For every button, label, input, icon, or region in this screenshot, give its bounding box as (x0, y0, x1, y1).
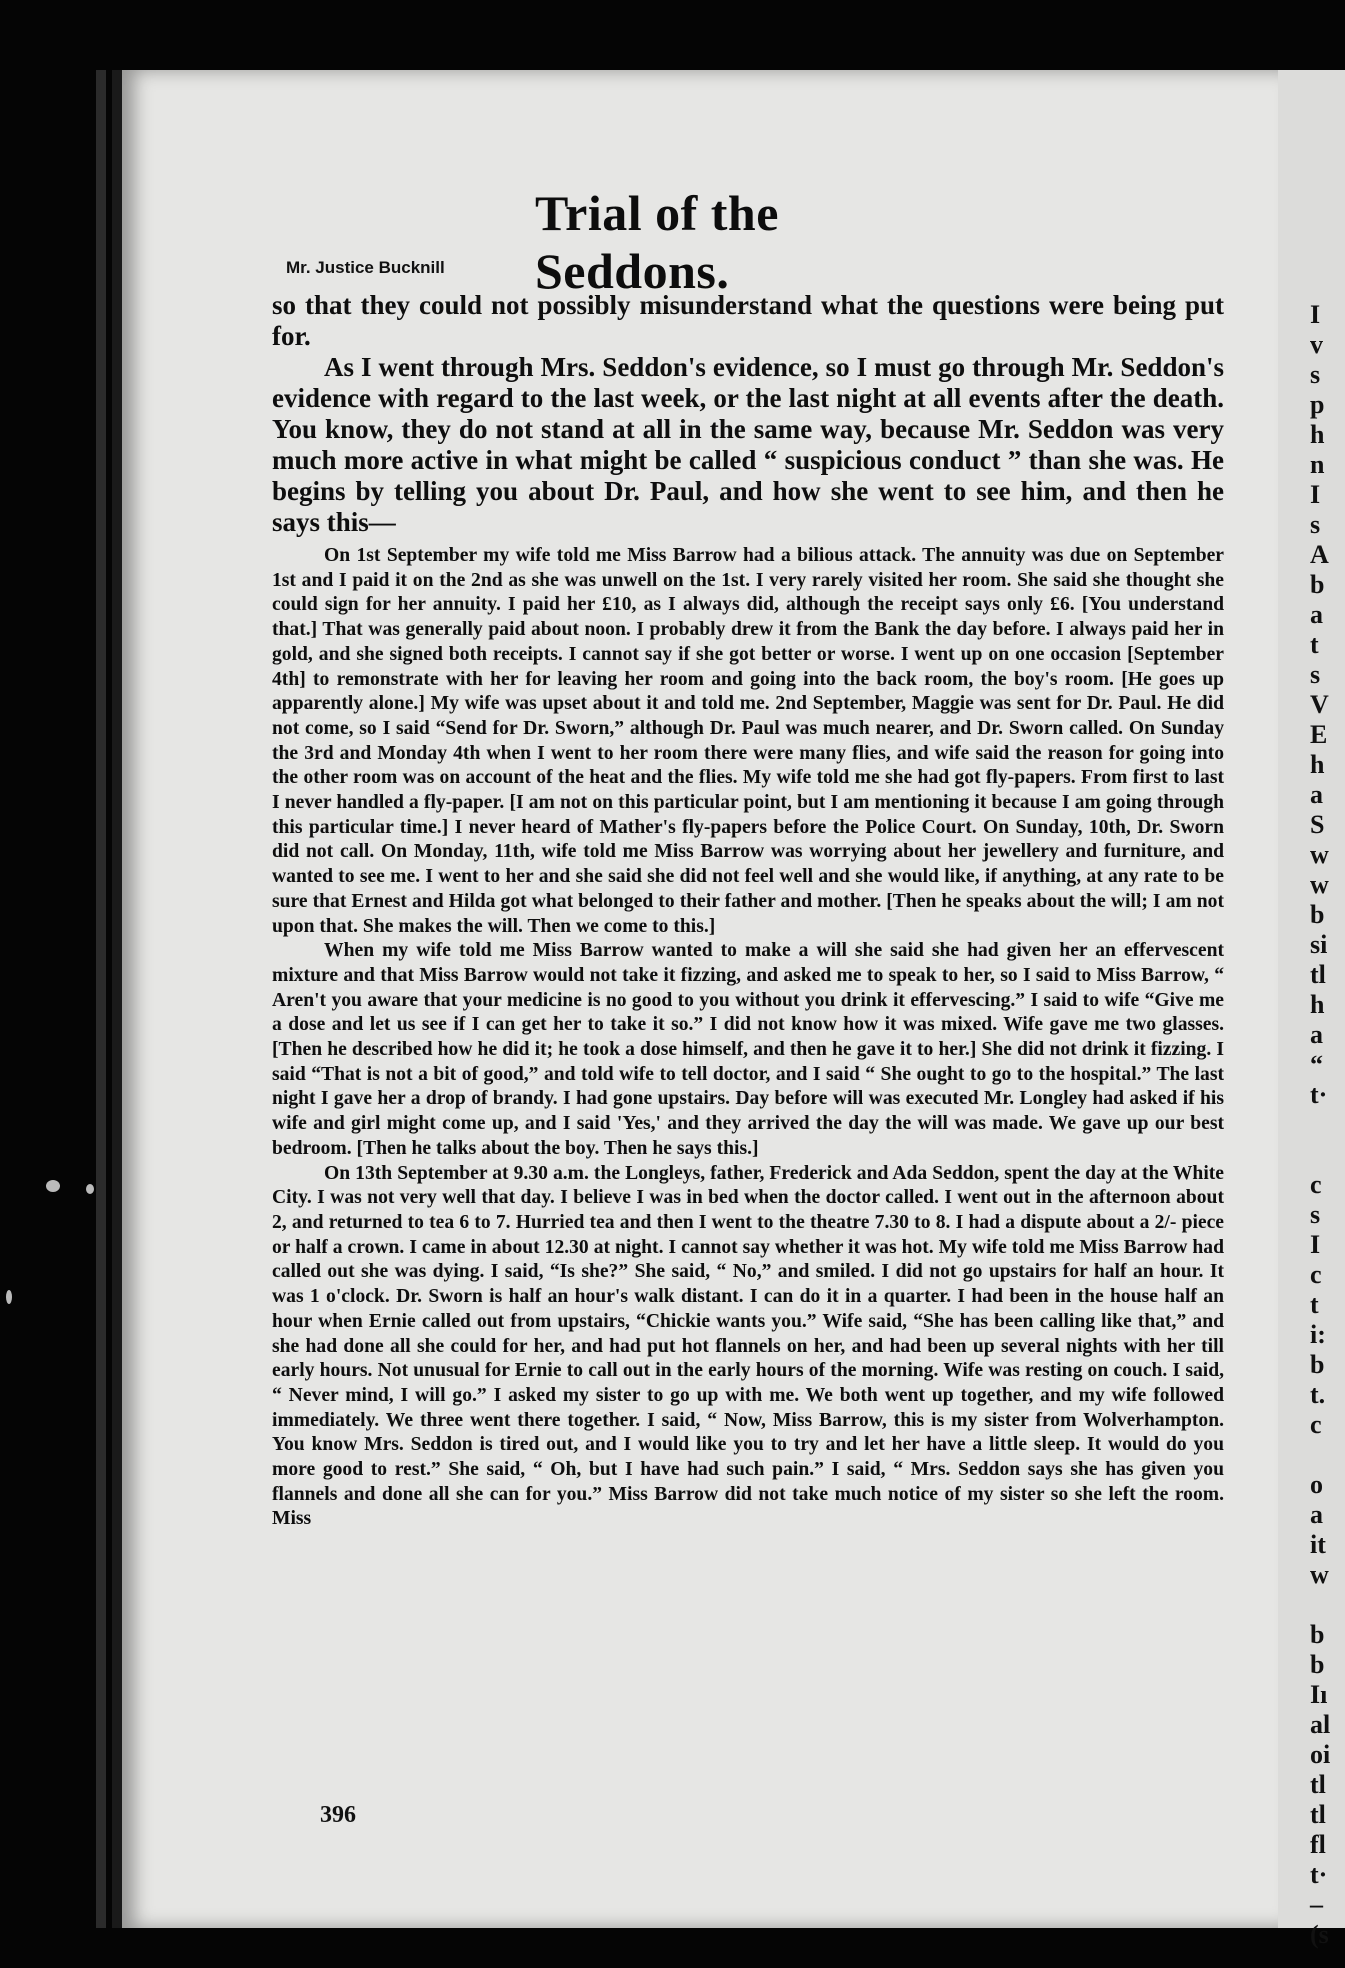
page-number: 396 (320, 1802, 356, 1828)
quoted-evidence (272, 544, 1224, 1532)
intro-paragraph: As I went through Mrs. Seddon's evidence, so I must go through Mr. Seddon's evidence with regard to the last week, or the last night at all events after the death. You know, they do not stand at all in the same way, because Mr. Seddon was very much more active in what might be called “ suspicious conduct ” than she was. He begins by telling you about Dr. Paul, and how she went to see him, and then he says this— (272, 352, 1224, 537)
quote-paragraph: On 1st September my wife told me Miss Barrow had a bilious attack. The annuity was due on September 1st and I paid it on the 2nd as she was unwell on the 1st. I very rarely visited her room. She said she thought she could sign for her annuity. I paid her £10, as I always did, although the receipt says only £6. [You understand that.] That was generally paid about noon. I probably drew it from the Bank the day before. I always paid her in gold, and she signed both receipts. I cannot say if she got better or worse. I went up on one occasion [September 4th] to remonstrate with her for leaving her room and going into the back room, the boy's room. [He goes up apparently alone.] My wife was upset about it and told me. 2nd September, Maggie was sent for Dr. Paul. He did not come, so I said “Send for Dr. Sworn,” although Dr. Paul was much nearer, and Dr. Sworn called. On Sunday the 3rd and Monday 4th when I went to her room there were many flies, and wife said the reason for going into the other room was on account of the heat and the flies. My wife told me she had got fly-papers. From first to last I never handled a fly-paper. [I am not on this particular point, but I am mentioning it because I am going through this particular time.] I never heard of Mather's fly-papers before the Police Court. On Sunday, 10th, Dr. Sworn did not call. On Monday, 11th, wife told me Miss Barrow was worrying about her jewellery and furniture, and wanted to see me. I went to her and she said she did not feel well and she would like, if anything, at any rate to be sure that Ernest and Hilda got what belonged to their father and mother. [Then he speaks about the will; I am not upon that. She makes the will. Then we come to this.] (272, 545, 1224, 937)
margin-side-note: Mr. Justice Bucknill (286, 258, 445, 277)
scan-speck (6, 1290, 12, 1304)
intro-text (272, 290, 1224, 538)
scan-speck (86, 1184, 94, 1194)
quote-paragraph: When my wife told me Miss Barrow wanted to make a will she said she had given her an effervescent mixture and that Miss Barrow would not take it fizzing, and asked me to speak to her, so I said to Miss Barrow, “ Aren't you aware that your medicine is no good to you without you drink it effervescing.” I said to wife “Give me a dose and let us see if I can get her to take it so.” I did not know how it was mixed. Wife gave me two glasses. [Then he described how he did it; he took a dose himself, and then he gave it to her.] She did not drink it fizzing. I said “That is not a bit of good,” and told wife to tell doctor, and I said “ She ought to go to the hospital.” The last night I gave her a drop of brandy. I had gone upstairs. Day before will was executed Mr. Longley had asked if his wife and girl might come up, and I said 'Yes,' and they arrived the day the will was made. We gave up our best bedroom. [Then he talks about the boy. Then he says this.] (272, 940, 1224, 1159)
running-title: Trial of the Seddons. (535, 185, 779, 299)
quote-paragraph: On 13th September at 9.30 a.m. the Longleys, father, Frederick and Ada Seddon, spent the day at the White City. I was not very well that day. I believe I was in bed when the doctor called. I went out in the afternoon about 2, and returned to tea 6 to 7. Hurried tea and then I went to the theatre 7.30 to 8. I had a dispute about a 2/- piece or half a crown. I came in about 12.30 at night. I cannot say whether it was hot. My wife told me Miss Barrow had called out she was dying. I said, “Is she?” She said, “ No,” and smiled. I did not go upstairs for half an hour. It was 1 o'clock. Dr. Sworn is half an hour's walk distant. I can do it in a quarter. I had been in the house half an hour when Ernie called out from upstairs, “Chickie wants you.” Wife said, “She has been calling like that,” and she had done all she could for her, and had put hot flannels on her, and had been up several nights with her till early hours. Not unusual for Ernie to call out in the early hours of the morning. Wife was resting on couch. I said, “ Never mind, I will go.” I asked my sister to go up with me. We both went up together, and my wife followed immediately. We three went there together. I said, “ Now, Miss Barrow, this is my sister from Wolverhampton. You know Mrs. Seddon is tired out, and I would like you to try and let her have a little sleep. It would do you more good to rest.” She said, “ Oh, but I have had such pain.” I said, “ Mrs. Seddon says she has given you flannels and done all she can for you.” Miss Barrow did not take much notice of my sister so she left the room. Miss (272, 1162, 1224, 1530)
intro-paragraph: so that they could not possibly misunderstand what the questions were being put for. (272, 290, 1224, 351)
scan-speck (46, 1180, 60, 1192)
book-spine (96, 70, 106, 1928)
facing-page-edge-text: I v s p h n I s A b a t s V E h a S w w b si tl h a “ t· c s I c t i: b t. c o a it w b b Iı al oi tl tl fl t· – (s (1310, 300, 1331, 1949)
